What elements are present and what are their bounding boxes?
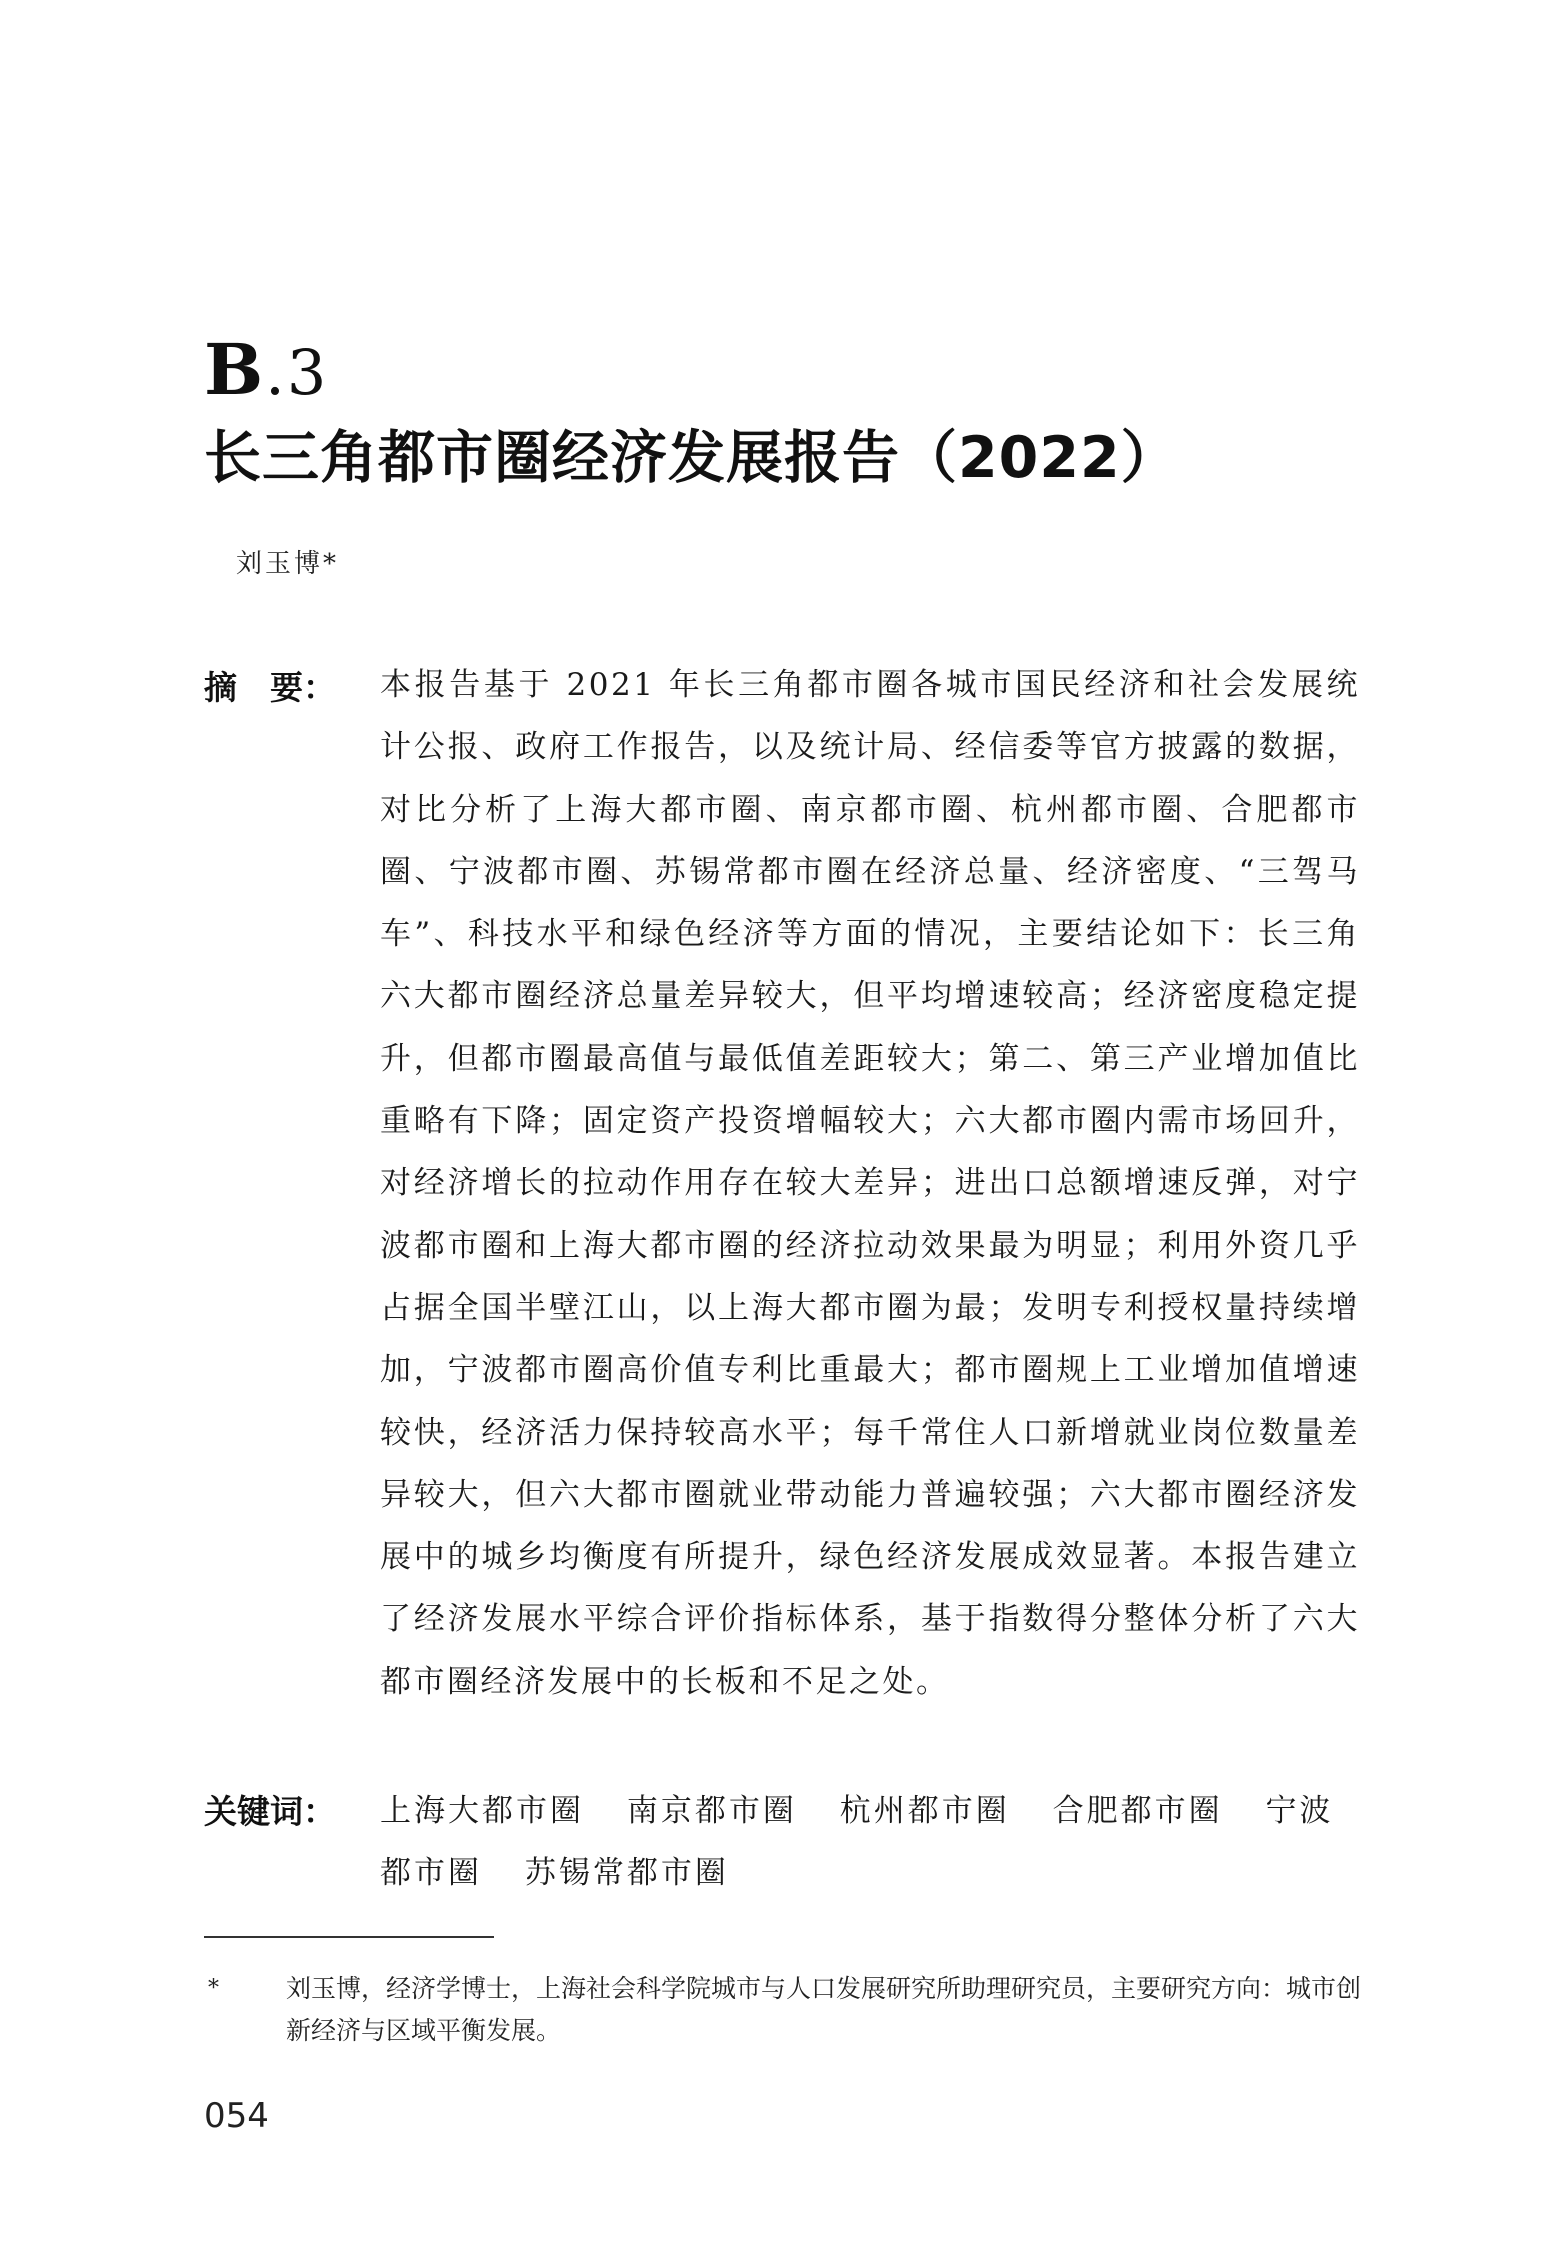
page-title: 长三角都市圈经济发展报告（2022）: [204, 425, 1179, 491]
footnote-text: 刘玉博，经济学博士，上海社会科学院城市与人口发展研究所助理研究员，主要研究方向：城市创新经济与区域平衡发展。: [286, 1974, 1362, 2045]
footnote-mark: *: [208, 1976, 219, 2001]
keyword-item: 宁波都市圈: [380, 1793, 1334, 1892]
keyword-item: 南京都市圈: [626, 1793, 797, 1829]
keyword-item: 杭州都市圈: [839, 1793, 1010, 1829]
author-name: 刘玉博*: [236, 549, 340, 579]
page-number: 054: [204, 2096, 269, 2136]
footnote: [208, 1968, 1366, 2052]
footnote-divider: [204, 1936, 494, 1938]
keywords-label: 关键词：: [204, 1792, 336, 1831]
abstract-label: 摘 要：: [204, 668, 336, 707]
chapter-index: .3: [265, 336, 329, 409]
abstract-text: 本报告基于 2021 年长三角都市圈各城市国民经济和社会发展统计公报、政府工作报告，以及统计局、经信委等官方披露的数据，对比分析了上海大都市圈、南京都市圈、杭州都市圈、合肥都市圈、宁波都市圈、苏锡常都市圈在经济总量、经济密度、“三驾马车”、科技水平和绿色经济等方面的情况，主要结论如下：长三角六大都市圈经济总量差异较大，但平均增速较高；经济密度稳定提升，但都市圈最高值与最低值差距较大；第二、第三产业增加值比重略有下降；固定资产投资增幅较大；六大都市圈内需市场回升，对经济增长的拉动作用存在较大差异；进出口总额增速反弹，对宁波都市圈和上海大都市圈的经济拉动效果最为明显；利用外资几乎占据全国半壁江山，以上海大都市圈为最；发明专利授权量持续增加，宁波都市圈高价值专利比重最大；都市圈规上工业增加值增速较快，经济活力保持较高水平；每千常住人口新增就业岗位数量差异较大，但六大都市圈就业带动能力普遍较强；六大都市圈经济发展中的城乡均衡度有所提升，绿色经济发展成效显著。本报告建立了经济发展水平综合评价指标体系，基于指数得分整体分析了六大都市圈经济发展中的长板和不足之处。: [380, 667, 1360, 1700]
chapter-number: [204, 330, 328, 413]
keyword-item: 合肥都市圈: [1052, 1793, 1223, 1829]
keyword-item: 上海大都市圈: [380, 1793, 584, 1829]
chapter-prefix: B: [204, 328, 266, 411]
keywords-list: [380, 1780, 1360, 1905]
keyword-item: 苏锡常都市圈: [524, 1855, 729, 1892]
